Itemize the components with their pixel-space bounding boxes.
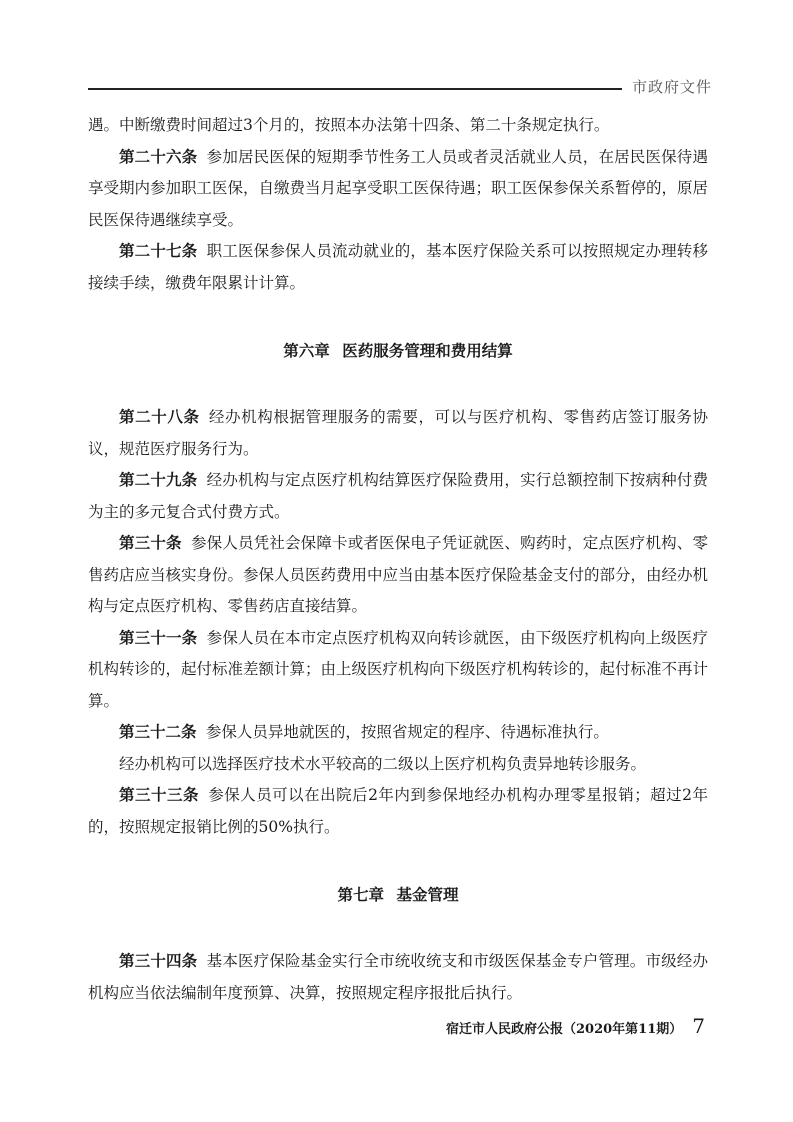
chapter-title: 医药服务管理和费用结算 [342, 342, 513, 360]
paragraph-continuation [88, 110, 708, 142]
article-31 [88, 623, 708, 718]
section-label: 市政府文件 [632, 78, 713, 96]
publication-name: 宿迁市人民政府公报（2020年第11期） [445, 1022, 683, 1037]
article-30 [88, 528, 708, 623]
chapter-number: 第六章 [283, 342, 330, 360]
chapter-number: 第七章 [337, 886, 385, 904]
article-34 [88, 946, 708, 1009]
article-number: 第二十七条 [119, 242, 198, 260]
article-26 [88, 142, 708, 237]
paragraph-text: 职工医保参保人员流动就业的，基本医疗保险关系可以按照规定办理转移接续手续，缴费年限累计计算。 [88, 242, 708, 292]
page-footer [446, 1014, 705, 1038]
paragraph-text: 参保人员异地就医的，按照省规定的程序、待遇标准执行。 [205, 723, 609, 741]
chapter-7-heading [88, 883, 708, 905]
article-number: 第二十九条 [119, 471, 198, 489]
article-number: 第三十四条 [119, 952, 198, 970]
paragraph-plain [88, 749, 708, 781]
article-number: 第二十六条 [119, 147, 198, 166]
article-number: 第三十一条 [119, 628, 198, 647]
chapter-title: 基金管理 [396, 886, 459, 904]
article-number: 第二十八条 [119, 408, 200, 426]
header-rule [88, 88, 622, 90]
paragraph-text: 经办机构根据管理服务的需要，可以与医疗机构、零售药店签订服务协议，规范医疗服务行为。 [88, 408, 708, 458]
paragraph-text: 基本医疗保险基金实行全市统收统支和市级医保基金专户管理。市级经办机构应当依法编制年度预算、决算，按照规定程序报批后执行。 [88, 952, 708, 1002]
paragraph-text: 参保人员可以在出院后2年内到参保地经办机构办理零星报销；超过2年的，按照规定报销比例的50%执行。 [88, 786, 708, 836]
article-27 [88, 236, 708, 299]
page-number: 7 [692, 1014, 705, 1038]
paragraph-text: 参保人员在本市定点医疗机构双向转诊就医，由下级医疗机构向上级医疗机构转诊的，起付标准差额计算；由上级医疗机构向下级医疗机构转诊的，起付标准不再计算。 [88, 628, 709, 710]
article-number: 第三十二条 [119, 723, 197, 741]
article-28 [88, 402, 708, 465]
paragraph-text: 经办机构可以选择医疗技术水平较高的二级以上医疗机构负责异地转诊服务。 [119, 754, 647, 773]
paragraph-text: 遇。中断缴费时间超过3个月的，按照本办法第十四条、第二十条规定执行。 [88, 116, 610, 134]
document-body [88, 110, 708, 1009]
article-number: 第三十条 [119, 534, 182, 552]
chapter-6-heading [88, 339, 708, 361]
article-33 [88, 780, 708, 843]
paragraph-text: 经办机构与定点医疗机构结算医疗保险费用，实行总额控制下按病种付费为主的多元复合式付费方式。 [88, 471, 708, 521]
paragraph-text: 参加居民医保的短期季节性务工人员或者灵活就业人员，在居民医保待遇享受期内参加职工医保，自缴费当月起享受职工医保待遇；职工医保参保关系暂停的，原居民医保待遇继续享受。 [88, 147, 709, 229]
article-29 [88, 465, 708, 528]
article-32 [88, 717, 708, 749]
paragraph-text: 参保人员凭社会保障卡或者医保电子凭证就医、购药时，定点医疗机构、零售药店应当核实身份。参保人员医药费用中应当由基本医疗保险基金支付的部分，由经办机构与定点医疗机构、零售药店直接结算。 [88, 534, 709, 615]
article-number: 第三十三条 [119, 786, 199, 804]
